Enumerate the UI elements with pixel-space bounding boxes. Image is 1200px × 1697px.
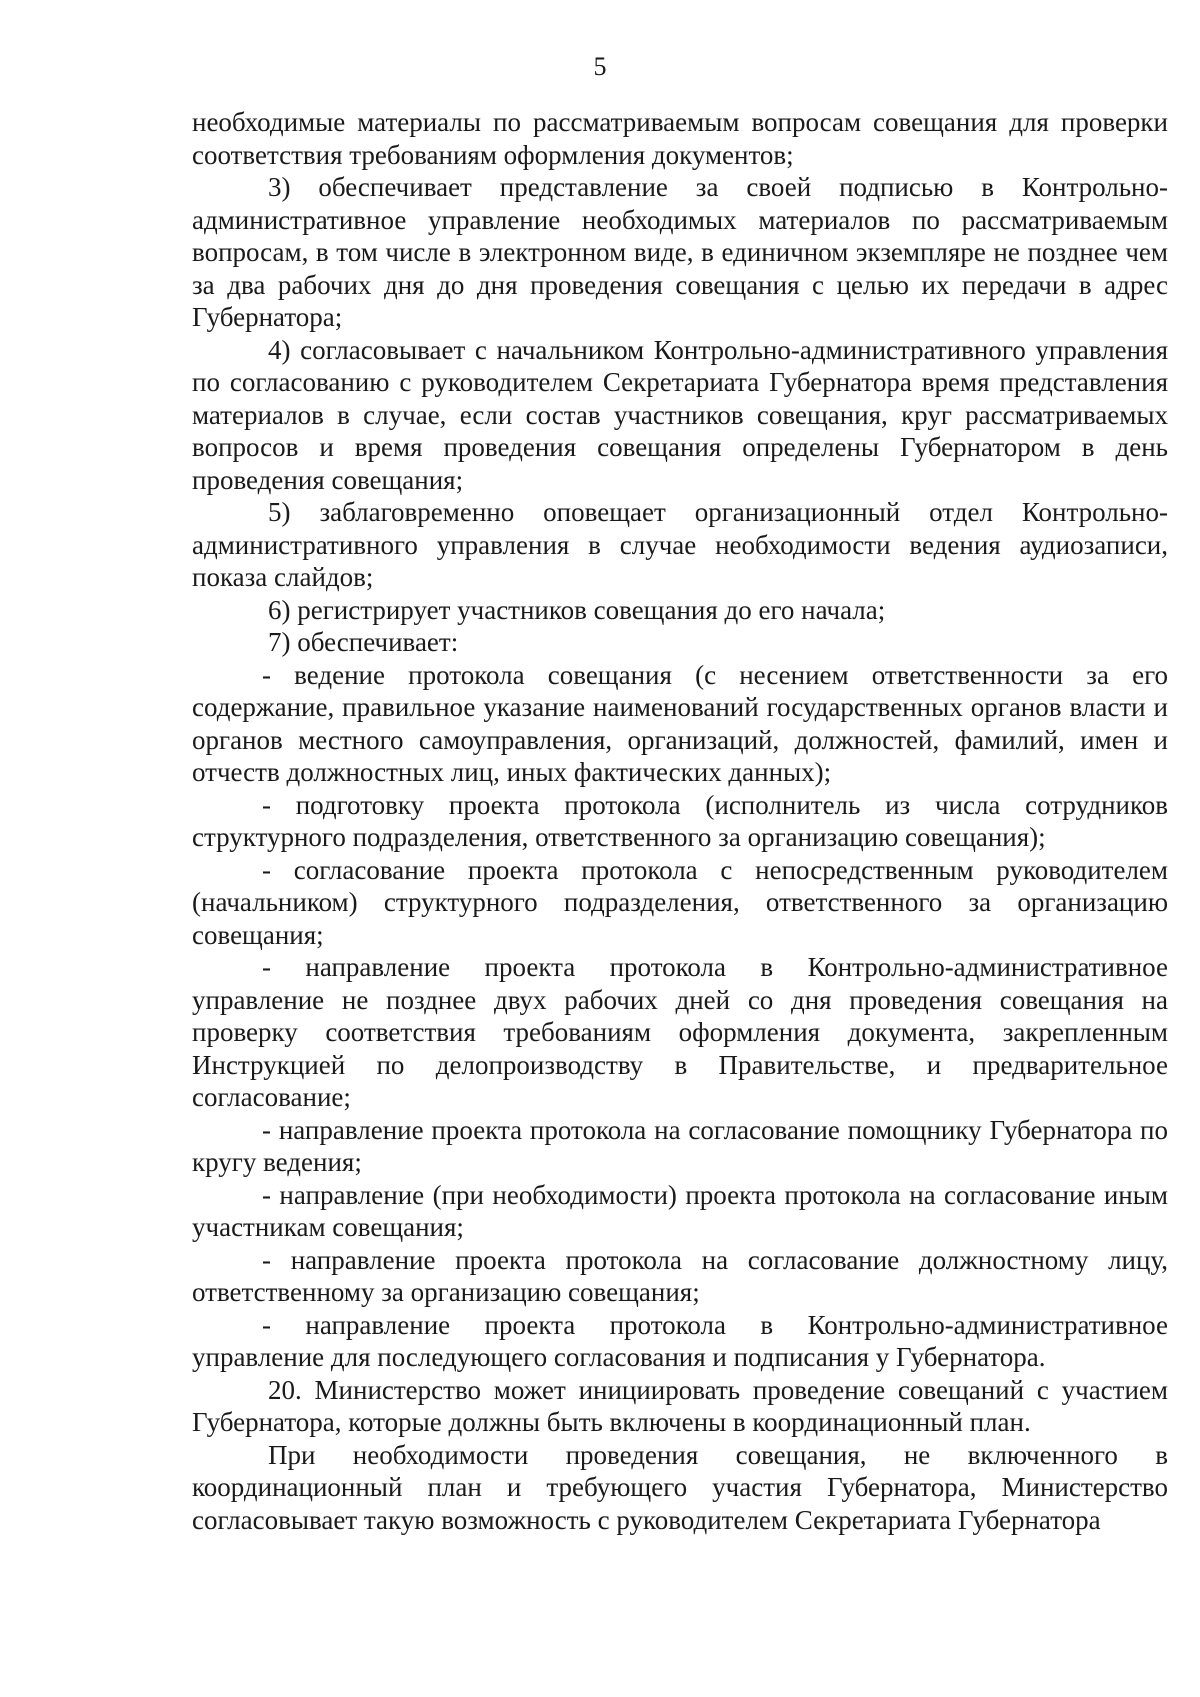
bullet-protocol-draft: - подготовку проекта протокола (исполнитель из числа сотрудников структурного подразделения, ответственного за организацию совещания); (192, 789, 1168, 852)
paragraph-item-3: 3) обеспечивает представление за своей подписью в Контрольно-административное управление необходимых материалов по рассматриваемым вопросам, в том числе в электронном виде, в единичном экземпляре не позднее чем за два рабочих дня до дня проведения совещания с целью их передачи в адрес Губернатора; (192, 172, 1168, 332)
paragraph-section-20: 20. Министерство может инициировать проведение совещаний с участием Губернатора, которые должны быть включены в координационный план. (192, 1374, 1168, 1437)
bullet-protocol-keeping: - ведение протокола совещания (с несением ответственности за его содержание, правильное указание наименований государственных органов власти и органов местного самоуправления, организаций, должностей, фамилий, имен и отчеств должностных лиц, иных фактических данных); (192, 659, 1168, 787)
bullet-approval-supervisor: - согласование проекта протокола с непосредственным руководителем (начальником) структурного подразделения, ответственного за организацию совещания; (192, 854, 1168, 950)
bullet-approval-assistant: - направление проекта протокола на согласование помощнику Губернатора по кругу ведения; (192, 1114, 1168, 1177)
page-number: 5 (593, 52, 607, 81)
paragraph-continuation: необходимые материалы по рассматриваемым вопросам совещания для проверки соответствия требованиям оформления документов; (192, 107, 1168, 170)
document-body (192, 106, 1168, 1536)
paragraph-item-4: 4) согласовывает с начальником Контрольно-административного управления по согласованию с руководителем Секретариата Губернатора время представления материалов в случае, если состав участников совещания, круг рассматриваемых вопросов и время проведения совещания определены Губернатором в день проведения совещания; (192, 334, 1168, 495)
paragraph-item-5: 5) заблаговременно оповещает организационный отдел Контрольно-административного управления в случае необходимости ведения аудиозаписи, показа слайдов; (192, 497, 1168, 592)
bullet-send-control-dept: - направление проекта протокола в Контрольно-административное управление не позднее двух рабочих дней со дня проведения совещания на проверку соответствия требованиям оформления документа, закрепленным Инструкцией по делопроизводству в Правительстве, и предварительное согласование; (192, 952, 1168, 1112)
bullet-approval-official: - направление проекта протокола на согласование должностному лицу, ответственному за организацию совещания; (192, 1244, 1168, 1307)
paragraph-item-6: 6) регистрирует участников совещания до его начала; (268, 594, 886, 625)
bullet-final-signing: - направление проекта протокола в Контрольно-административное управление для последующего согласования и подписания у Губернатора. (192, 1309, 1168, 1372)
paragraph-section-20-cont: При необходимости проведения совещания, не включенного в координационный план и требующего участия Губернатора, Министерство согласовывает такую возможность с руководителем Секретариата Губернатора (192, 1439, 1168, 1535)
bullet-approval-participants: - направление (при необходимости) проекта протокола на согласование иным участникам совещания; (192, 1179, 1168, 1242)
paragraph-item-7: 7) обеспечивает: (268, 627, 459, 657)
